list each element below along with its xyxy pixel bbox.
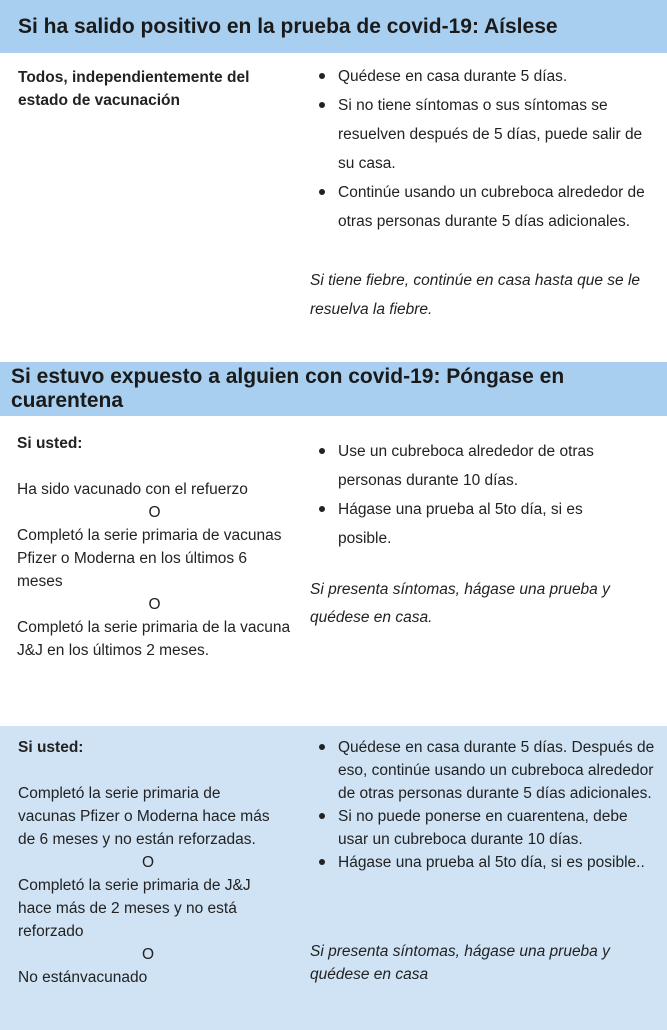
section-quarantine-title xyxy=(0,362,667,416)
section-isolate-title-text: Si ha salido positivo en la prueba de covid-19: Aíslese xyxy=(18,14,558,38)
quarantine-bullet-list-a xyxy=(310,437,640,553)
isolate-who-label: Todos, independientemente del estado de vacunación xyxy=(18,69,250,109)
condition-text: Completó la serie primaria de la vacuna J&J en los últimos 2 meses. xyxy=(17,619,291,659)
list-item: Quédese en casa durante 5 días. xyxy=(310,62,660,91)
condition-text: Completó la serie primaria de J&J hace más de 2 meses y no está reforzado xyxy=(18,877,251,940)
si-usted-label: Si usted: xyxy=(18,739,84,756)
condition-text: Completó la serie primaria de vacunas Pfizer o Moderna hace más de 6 meses y no están reforzadas. xyxy=(18,785,270,848)
condition-text: Ha sido vacunado con el refuerzo xyxy=(17,481,248,498)
list-item: Hágase una prueba al 5to día, si es posible. xyxy=(310,495,640,553)
si-usted-label: Si usted: xyxy=(17,435,83,452)
isolate-bullet-list xyxy=(310,62,660,236)
quarantine-symptom-note-b: Si presenta síntomas, hágase una prueba y quédese en casa xyxy=(310,943,610,983)
list-item: Continúe usando un cubreboca alrededor de otras personas durante 5 días adicionales. xyxy=(310,178,660,236)
condition-text: No estánvacunado xyxy=(18,969,148,986)
list-item: Hágase una prueba al 5to día, si es posible.. xyxy=(310,851,660,874)
quarantine-conditions-b xyxy=(18,736,278,989)
or-separator: O xyxy=(148,596,161,613)
isolate-fever-note: Si tiene fiebre, continúe en casa hasta que se le resuelva la fiebre. xyxy=(310,272,641,318)
list-item: Use un cubreboca alrededor de otras personas durante 10 días. xyxy=(310,437,640,495)
quarantine-symptom-note-a: Si presenta síntomas, hágase una prueba y quédese en casa. xyxy=(310,581,610,626)
or-separator: O xyxy=(148,504,161,521)
list-item: Si no puede ponerse en cuarentena, debe usar un cubreboca durante 10 días. xyxy=(310,805,660,851)
list-item: Si no tiene síntomas o sus síntomas se resuelven después de 5 días, puede salir de su casa. xyxy=(310,91,660,178)
list-item: Quédese en casa durante 5 días. Después de eso, continúe usando un cubreboca alrededor de otras personas durante 5 días adicionales. xyxy=(310,736,660,805)
or-separator: O xyxy=(141,946,155,963)
section-quarantine-title-text: Si estuvo expuesto a alguien con covid-19: Póngase en cuarentena xyxy=(11,365,565,412)
quarantine-conditions-a xyxy=(17,432,292,662)
section-isolate-title xyxy=(0,0,667,53)
quarantine-bullet-list-b xyxy=(310,736,660,874)
or-separator: O xyxy=(141,854,155,871)
condition-text: Completó la serie primaria de vacunas Pfizer o Moderna en los últimos 6 meses xyxy=(17,527,282,590)
